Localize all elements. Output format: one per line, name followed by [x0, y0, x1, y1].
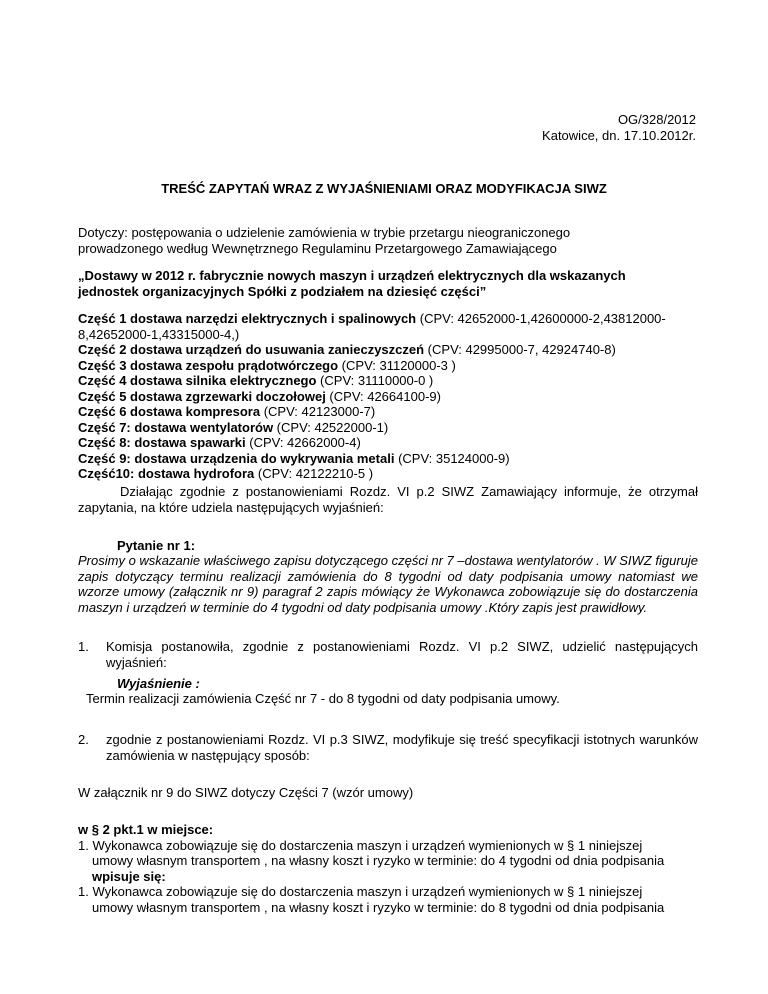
in-place-heading: w § 2 pkt.1 w miejsce: [78, 822, 214, 837]
part-item-continuation: 8,42652000-1,43315000-4,) [78, 326, 240, 342]
explanation-text: Termin realizacji zamówienia Część nr 7 - do 8 tygodni od daty podpisania umowy. [86, 691, 560, 706]
item-number: 2. [78, 732, 89, 747]
part-item: Część 2 dostawa urządzeń do usuwania zanieczyszczeń (CPV: 42995000-7, 42924740-8) [78, 342, 616, 357]
question-body: Prosimy o wskazanie właściwego zapisu dotyczącego części nr 7 –dostawa wentylatorów . W SIWZ figuruje zapis dotyczący terminu realizacji zamówienia do 8 tygodni od daty podpisania umowy natomiast we wzorze umowy (załącznik nr 9) paragraf 2 zapis mówiący że Wykonawca zobowiązuje się do dostarczenia maszyn i urządzeń w terminie do 4 tygodni od daty podpisania umowy .Który zapis jest prawidłowy. [78, 553, 698, 615]
item-text: zgodnie z postanowieniami Rozdz. VI p.3 SIWZ, modyfikuje się treść specyfikacji istotnych warunków zamówienia w następujący sposób: [106, 732, 698, 763]
reference-number: OG/328/2012 [617, 112, 696, 127]
tender-name [78, 268, 698, 299]
new-text-line: 1. Wykonawca zobowiązuje się do dostarczenia maszyn i urządzeń wymienionych w § 1 niniejszej [78, 884, 643, 899]
insert-heading: wpisuje się: [92, 868, 166, 884]
part-item: Część10: dostawa hydrofora (CPV: 42122210-5 ) [78, 466, 374, 481]
part-item: Część 9: dostawa urządzenia do wykrywania metali (CPV: 35124000-9) [78, 450, 510, 466]
explanation-heading: Wyjaśnienie : [117, 676, 200, 691]
subject [78, 225, 698, 256]
subject-line: Dotyczy: postępowania o udzielenie zamówienia w trybie przetargu nieograniczonego [78, 225, 571, 240]
document-title: TREŚĆ ZAPYTAŃ WRAZ Z WYJAŚNIENIAMI ORAZ MODYFIKACJA SIWZ [161, 181, 607, 196]
new-text-line: umowy własnym transportem , na własny koszt i ryzyko w terminie: do 8 tygodni od dnia podpisania [92, 899, 665, 915]
part-item: Część 1 dostawa narzędzi elektrycznych i spalinowych (CPV: 42652000-1,42600000-2,43812000- [78, 311, 666, 326]
numbered-item-1 [78, 639, 698, 670]
place-date: Katowice, dn. 17.10.2012r. [542, 128, 696, 143]
part-item: Część 6 dostawa kompresora (CPV: 42123000-7) [78, 404, 376, 419]
old-text-line: umowy własnym transportem , na własny koszt i ryzyko w terminie: do 4 tygodni od dnia podpisania [92, 853, 665, 868]
item-text: Komisja postanowiła, zgodnie z postanowieniami Rozdz. VI p.2 SIWZ, udzielić następujących wyjaśnień: [106, 639, 698, 670]
tender-name-line: jednostek organizacyjnych Spółki z podziałem na dziesięć części” [78, 283, 487, 299]
part-item: Część 5 dostawa zgrzewarki doczołowej (CPV: 42664100-9) [78, 388, 441, 404]
part-item: Część 7: dostawa wentylatorów (CPV: 42522000-1) [78, 419, 389, 435]
item-number: 1. [78, 639, 89, 654]
numbered-item-2 [78, 732, 698, 763]
question-heading: Pytanie nr 1: [117, 538, 196, 553]
part-item: Część 8: dostawa spawarki (CPV: 42662000-4) [78, 435, 361, 450]
modification-block [78, 822, 698, 915]
parts-list [78, 311, 698, 482]
tender-name-line: „Dostawy w 2012 r. fabrycznie nowych maszyn i urządzeń elektrycznych dla wskazanych [78, 268, 626, 283]
old-text-line: 1. Wykonawca zobowiązuje się do dostarczenia maszyn i urządzeń wymienionych w § 1 niniejszej [78, 837, 643, 853]
intro-paragraph: Działając zgodnie z postanowieniami Rozdz. VI p.2 SIWZ Zamawiający informuje, że otrzymał zapytania, na które udziela następujących wyjaśnień: [78, 484, 698, 515]
subject-line: prowadzonego według Wewnętrznego Regulaminu Przetargowego Zamawiającego [78, 240, 557, 256]
part-item: Część 3 dostawa zespołu prądotwórczego (CPV: 31120000-3 ) [78, 357, 456, 373]
annex-line: W załącznik nr 9 do SIWZ dotyczy Części 7 (wzór umowy) [78, 785, 414, 800]
part-item: Część 4 dostawa silnika elektrycznego (CPV: 31110000-0 ) [78, 373, 434, 388]
